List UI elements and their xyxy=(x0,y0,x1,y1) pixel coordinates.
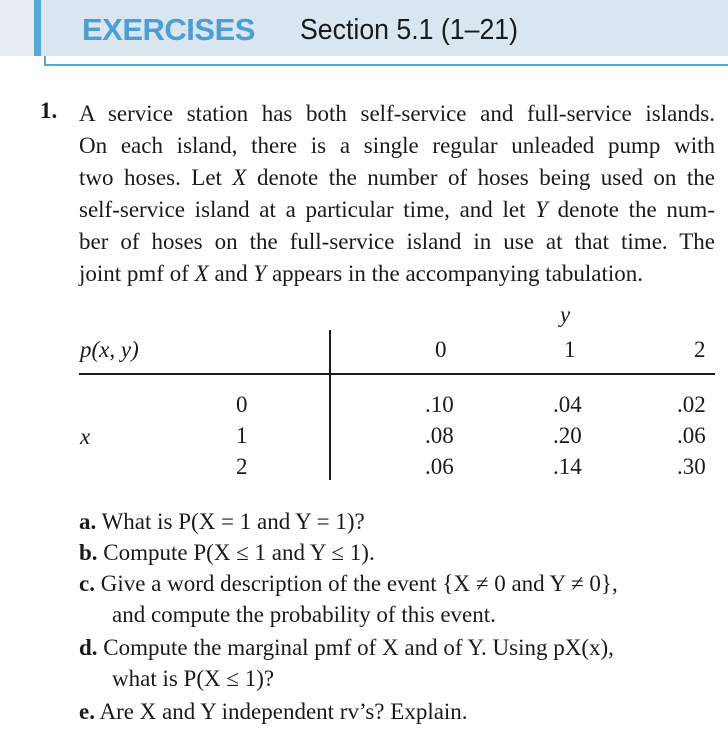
header-accent-bar xyxy=(34,0,41,56)
problem-line: joint pmf of X and Y appears in the accompanying tabulation. xyxy=(79,261,644,286)
table-col-variable: y xyxy=(560,302,571,327)
section-header xyxy=(0,0,728,70)
question-b: b. Compute P(X ≤ 1 and Y ≤ 1). xyxy=(79,540,375,565)
table-row-header: 2 xyxy=(236,454,248,479)
problem-line: two hoses. Let X denote the number of hoses being used on the xyxy=(79,165,715,190)
table-cell: .20 xyxy=(553,423,582,448)
table-header-rule xyxy=(79,373,715,375)
problem-number: 1. xyxy=(40,98,58,123)
question-e: e. Are X and Y independent rv’s? Explain. xyxy=(79,699,468,724)
table-row-header: 1 xyxy=(236,423,248,448)
section-heading: Section 5.1 (1–21) xyxy=(300,14,519,46)
exercises-heading: EXERCISES xyxy=(82,12,255,47)
problem-text xyxy=(79,98,715,290)
table-col-header: 2 xyxy=(694,337,706,362)
table-col-header: 1 xyxy=(564,337,576,362)
problem-line: On each island, there is a single regular unleaded pump with xyxy=(79,133,715,158)
question-d-continued: what is P(X ≤ 1)? xyxy=(112,666,275,691)
table-cell: .14 xyxy=(553,454,582,479)
header-left-panel xyxy=(0,0,34,56)
table-cell: .06 xyxy=(425,454,454,479)
question-c: c. Give a word description of the event {X ≠ 0 and Y ≠ 0}, xyxy=(79,571,618,596)
table-divider xyxy=(329,330,331,480)
table-cell: .08 xyxy=(425,423,454,448)
problem-line: self-service island at a particular time, and let Y denote the num- xyxy=(79,197,715,222)
table-cell: .04 xyxy=(553,392,582,417)
problem-line: A service station has both self-service and full-service islands. xyxy=(79,101,715,126)
table-row-variable: x xyxy=(80,424,91,449)
question-c-continued: and compute the probability of this event. xyxy=(112,602,496,627)
header-rule xyxy=(44,64,728,66)
table-row-header: 0 xyxy=(236,392,248,417)
table-corner-label: p(x, y) xyxy=(80,337,139,362)
problem-line: ber of hoses on the full-service island in use at that time. The xyxy=(79,229,715,254)
table-cell: .10 xyxy=(425,392,454,417)
table-cell: .06 xyxy=(677,423,706,448)
question-d: d. Compute the marginal pmf of X and of Y. Using pX(x), xyxy=(79,635,614,660)
table-cell: .30 xyxy=(677,454,706,479)
table-cell: .02 xyxy=(677,392,706,417)
question-a: a. What is P(X = 1 and Y = 1)? xyxy=(79,509,365,534)
table-col-header: 0 xyxy=(435,337,447,362)
